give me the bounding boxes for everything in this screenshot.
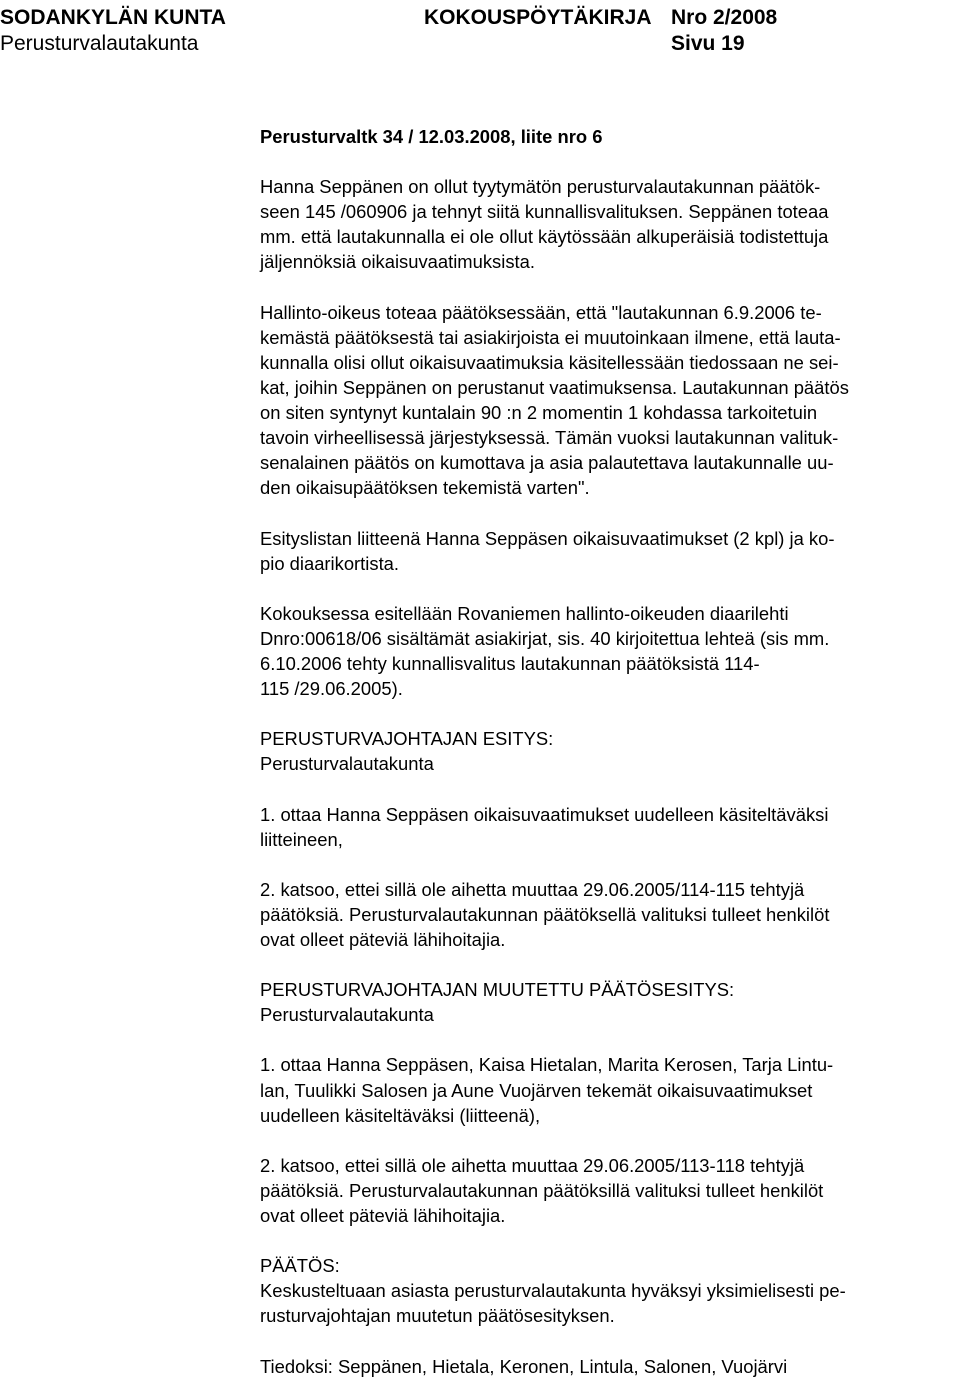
text-line: päätöksiä. Perusturvalautakunnan päätöksillä valituksi tulleet henkilöt (260, 1179, 824, 1201)
text-line: tavoin virheellisessä järjestyksessä. Tämän vuoksi lautakunnan valituk- (260, 427, 839, 449)
decision-text (260, 1278, 950, 1328)
amended-item-2 (260, 1153, 950, 1228)
proposal-heading: PERUSTURVAJOHTAJAN ESITYS: (260, 728, 554, 750)
document-number: Nro 2/2008 (671, 6, 778, 29)
text-line: kemästä päätöksestä tai asiakirjoista ei muutoinkaan ilmene, että lauta- (260, 326, 841, 348)
text-line: senalainen päätös on kumottava ja asia palautettava lautakunnalle uu- (260, 452, 834, 474)
municipality-name: SODANKYLÄN KUNTA (0, 6, 226, 29)
amended-proposal-board: Perusturvalautakunta (260, 1004, 434, 1026)
amended-item-1 (260, 1052, 950, 1127)
text-line: mm. että lautakunnalla ei ole ollut käytössään alkuperäisiä todistettuja (260, 226, 829, 248)
amended-proposal-heading: PERUSTURVAJOHTAJAN MUUTETTU PÄÄTÖSESITYS: (260, 979, 735, 1001)
document-body (260, 124, 950, 1379)
text-line: kat, joihin Seppänen on perustanut vaatimuksensa. Lautakunnan päätös (260, 376, 849, 398)
text-line: Esityslistan liitteenä Hanna Seppäsen oikaisuvaatimukset (2 kpl) ja ko- (260, 527, 835, 549)
text-line: pio diaarikortista. (260, 552, 400, 574)
proposal-item-1 (260, 802, 950, 852)
text-line: rusturvajohtajan muutetun päätösesityksen. (260, 1305, 615, 1327)
text-line: Keskusteltuaan asiasta perusturvalautakunta hyväksyi yksimielisesti pe- (260, 1280, 846, 1302)
attachment-title: Perusturvaltk 34 / 12.03.2008, liite nro 6 (260, 126, 603, 147)
document-type: KOKOUSPÖYTÄKIRJA (424, 6, 652, 29)
text-line: 1. ottaa Hanna Seppäsen oikaisuvaatimukset uudelleen käsiteltäväksi (260, 803, 829, 825)
text-line: den oikaisupäätöksen tekemistä varten". (260, 477, 590, 499)
text-line: 2. katsoo, ettei sillä ole aihetta muuttaa 29.06.2005/113-118 tehtyjä (260, 1154, 805, 1176)
text-line: päätöksiä. Perusturvalautakunnan päätöksellä valituksi tulleet henkilöt (260, 903, 830, 925)
text-line: seen 145 /060906 ja tehnyt siitä kunnallisvalituksen. Seppänen toteaa (260, 201, 829, 223)
text-line: Kokouksessa esitellään Rovaniemen hallinto-oikeuden diaarilehti (260, 602, 789, 624)
text-line: Hallinto-oikeus toteaa päätöksessään, että "lautakunnan 6.9.2006 te- (260, 301, 822, 323)
text-line: ovat olleet päteviä lähihoitajia. (260, 929, 506, 950)
committee-name: Perusturvalautakunta (0, 32, 199, 55)
text-line: lan, Tuulikki Salosen ja Aune Vuojärven tekemät oikaisuvaatimukset (260, 1079, 813, 1101)
text-line: 1. ottaa Hanna Seppäsen, Kaisa Hietalan, Marita Kerosen, Tarja Lintu- (260, 1054, 834, 1076)
text-line: Hanna Seppänen on ollut tyytymätön perusturvalautakunnan päätök- (260, 176, 821, 198)
text-line: uudelleen käsiteltäväksi (liitteenä), (260, 1104, 541, 1126)
decision-heading: PÄÄTÖS: (260, 1255, 340, 1277)
paragraph-meeting-presentation (260, 601, 950, 701)
proposal-board: Perusturvalautakunta (260, 753, 434, 775)
text-line: 115 /29.06.2005). (260, 678, 403, 700)
text-line: 6.10.2006 tehty kunnallisvalitus lautakunnan päätöksistä 114- (260, 652, 760, 674)
paragraph-court-ruling (260, 300, 950, 501)
text-line: 2. katsoo, ettei sillä ole aihetta muuttaa 29.06.2005/114-115 tehtyjä (260, 878, 805, 900)
text-line: on siten syntynyt kuntalain 90 :n 2 momentin 1 kohdassa tarkoitetuin (260, 402, 818, 424)
page-number: Sivu 19 (671, 32, 745, 55)
text-line: ovat olleet päteviä lähihoitajia. (260, 1205, 506, 1227)
paragraph-complaint (260, 174, 950, 274)
text-line: Dnro:00618/06 sisältämät asiakirjat, sis. 40 kirjoitettua lehteä (sis mm. (260, 627, 830, 649)
paragraph-agenda-attachment (260, 526, 950, 576)
text-line: jäljennöksiä oikaisuvaatimuksista. (260, 251, 535, 273)
notification-recipients: Tiedoksi: Seppänen, Hietala, Keronen, Lintula, Salonen, Vuojärvi (260, 1355, 788, 1377)
proposal-item-2 (260, 877, 950, 952)
text-line: kunnalla olisi ollut oikaisuvaatimuksia käsitellessään tiedossaan ne sei- (260, 351, 839, 373)
text-line: liitteineen, (260, 828, 343, 850)
